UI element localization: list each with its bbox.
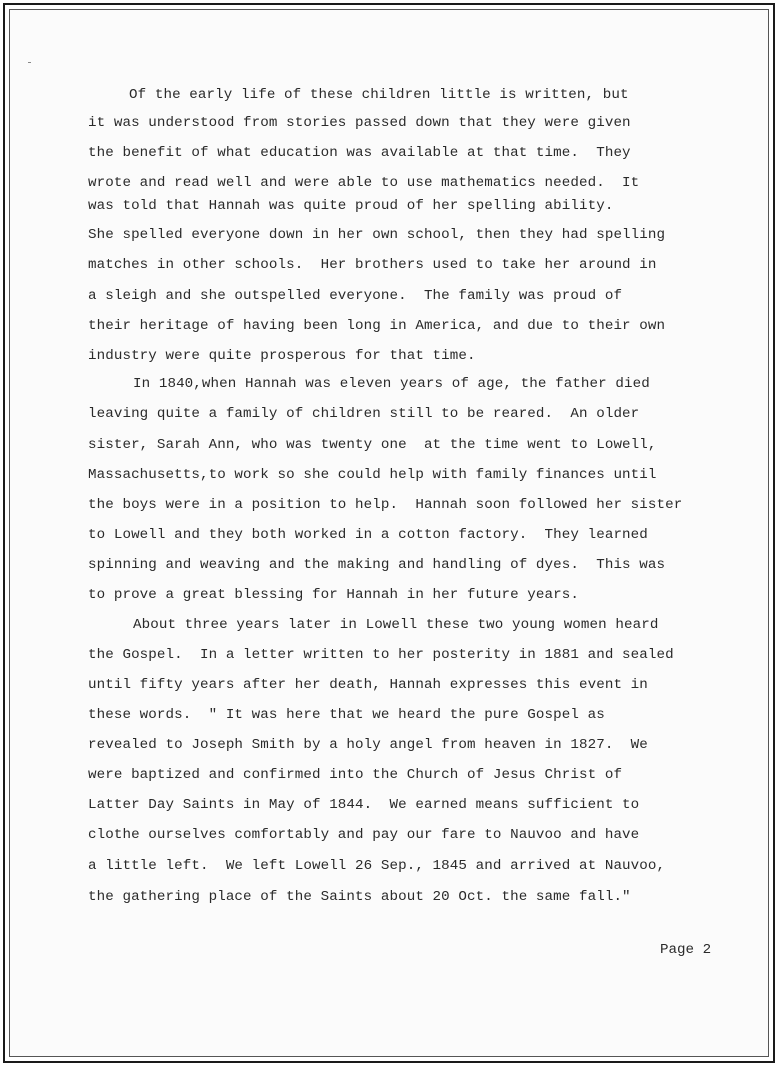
text-line: these words. " It was here that we heard the pure Gospel as — [88, 707, 605, 723]
text-line: spinning and weaving and the making and handling of dyes. This was — [88, 557, 666, 573]
text-line: to Lowell and they both worked in a cotton factory. They learned — [88, 527, 648, 543]
text-line: it was understood from stories passed down that they were given — [88, 115, 631, 131]
text-line: leaving quite a family of children still to be reared. An older — [88, 406, 640, 422]
text-line: clothe ourselves comfortably and pay our fare to Nauvoo and have — [88, 827, 640, 843]
text-line: In 1840,when Hannah was eleven years of age, the father died — [133, 376, 650, 392]
text-line: matches in other schools. Her brothers used to take her around in — [88, 257, 657, 273]
text-line: Of the early life of these children little is written, but — [129, 87, 629, 103]
text-line: a sleigh and she outspelled everyone. The family was proud of — [88, 288, 623, 304]
page-number: Page 2 — [660, 942, 712, 958]
text-line: wrote and read well and were able to use mathematics needed. It — [88, 175, 640, 191]
text-line: a little left. We left Lowell 26 Sep., 1845 and arrived at Nauvoo, — [88, 858, 666, 874]
text-line: the boys were in a position to help. Hannah soon followed her sister — [88, 497, 683, 513]
text-line: the benefit of what education was available at that time. They — [88, 145, 631, 161]
text-line: the gathering place of the Saints about 20 Oct. the same fall." — [88, 889, 631, 905]
text-line: their heritage of having been long in America, and due to their own — [88, 318, 666, 334]
text-line: until fifty years after her death, Hannah expresses this event in — [88, 677, 648, 693]
text-line: About three years later in Lowell these two young women heard — [133, 617, 659, 633]
text-line: revealed to Joseph Smith by a holy angel from heaven in 1827. We — [88, 737, 648, 753]
text-line: the Gospel. In a letter written to her posterity in 1881 and sealed — [88, 647, 674, 663]
text-line: were baptized and confirmed into the Church of Jesus Christ of — [88, 767, 623, 783]
text-line: Latter Day Saints in May of 1844. We earned means sufficient to — [88, 797, 640, 813]
text-line: She spelled everyone down in her own school, then they had spelling — [88, 227, 666, 243]
text-line: industry were quite prosperous for that time. — [88, 348, 476, 364]
text-line: sister, Sarah Ann, who was twenty one at the time went to Lowell, — [88, 437, 657, 453]
text-line: to prove a great blessing for Hannah in her future years. — [88, 587, 579, 603]
text-line: was told that Hannah was quite proud of her spelling ability. — [88, 198, 614, 214]
text-line: Massachusetts,to work so she could help with family finances until — [88, 467, 657, 483]
